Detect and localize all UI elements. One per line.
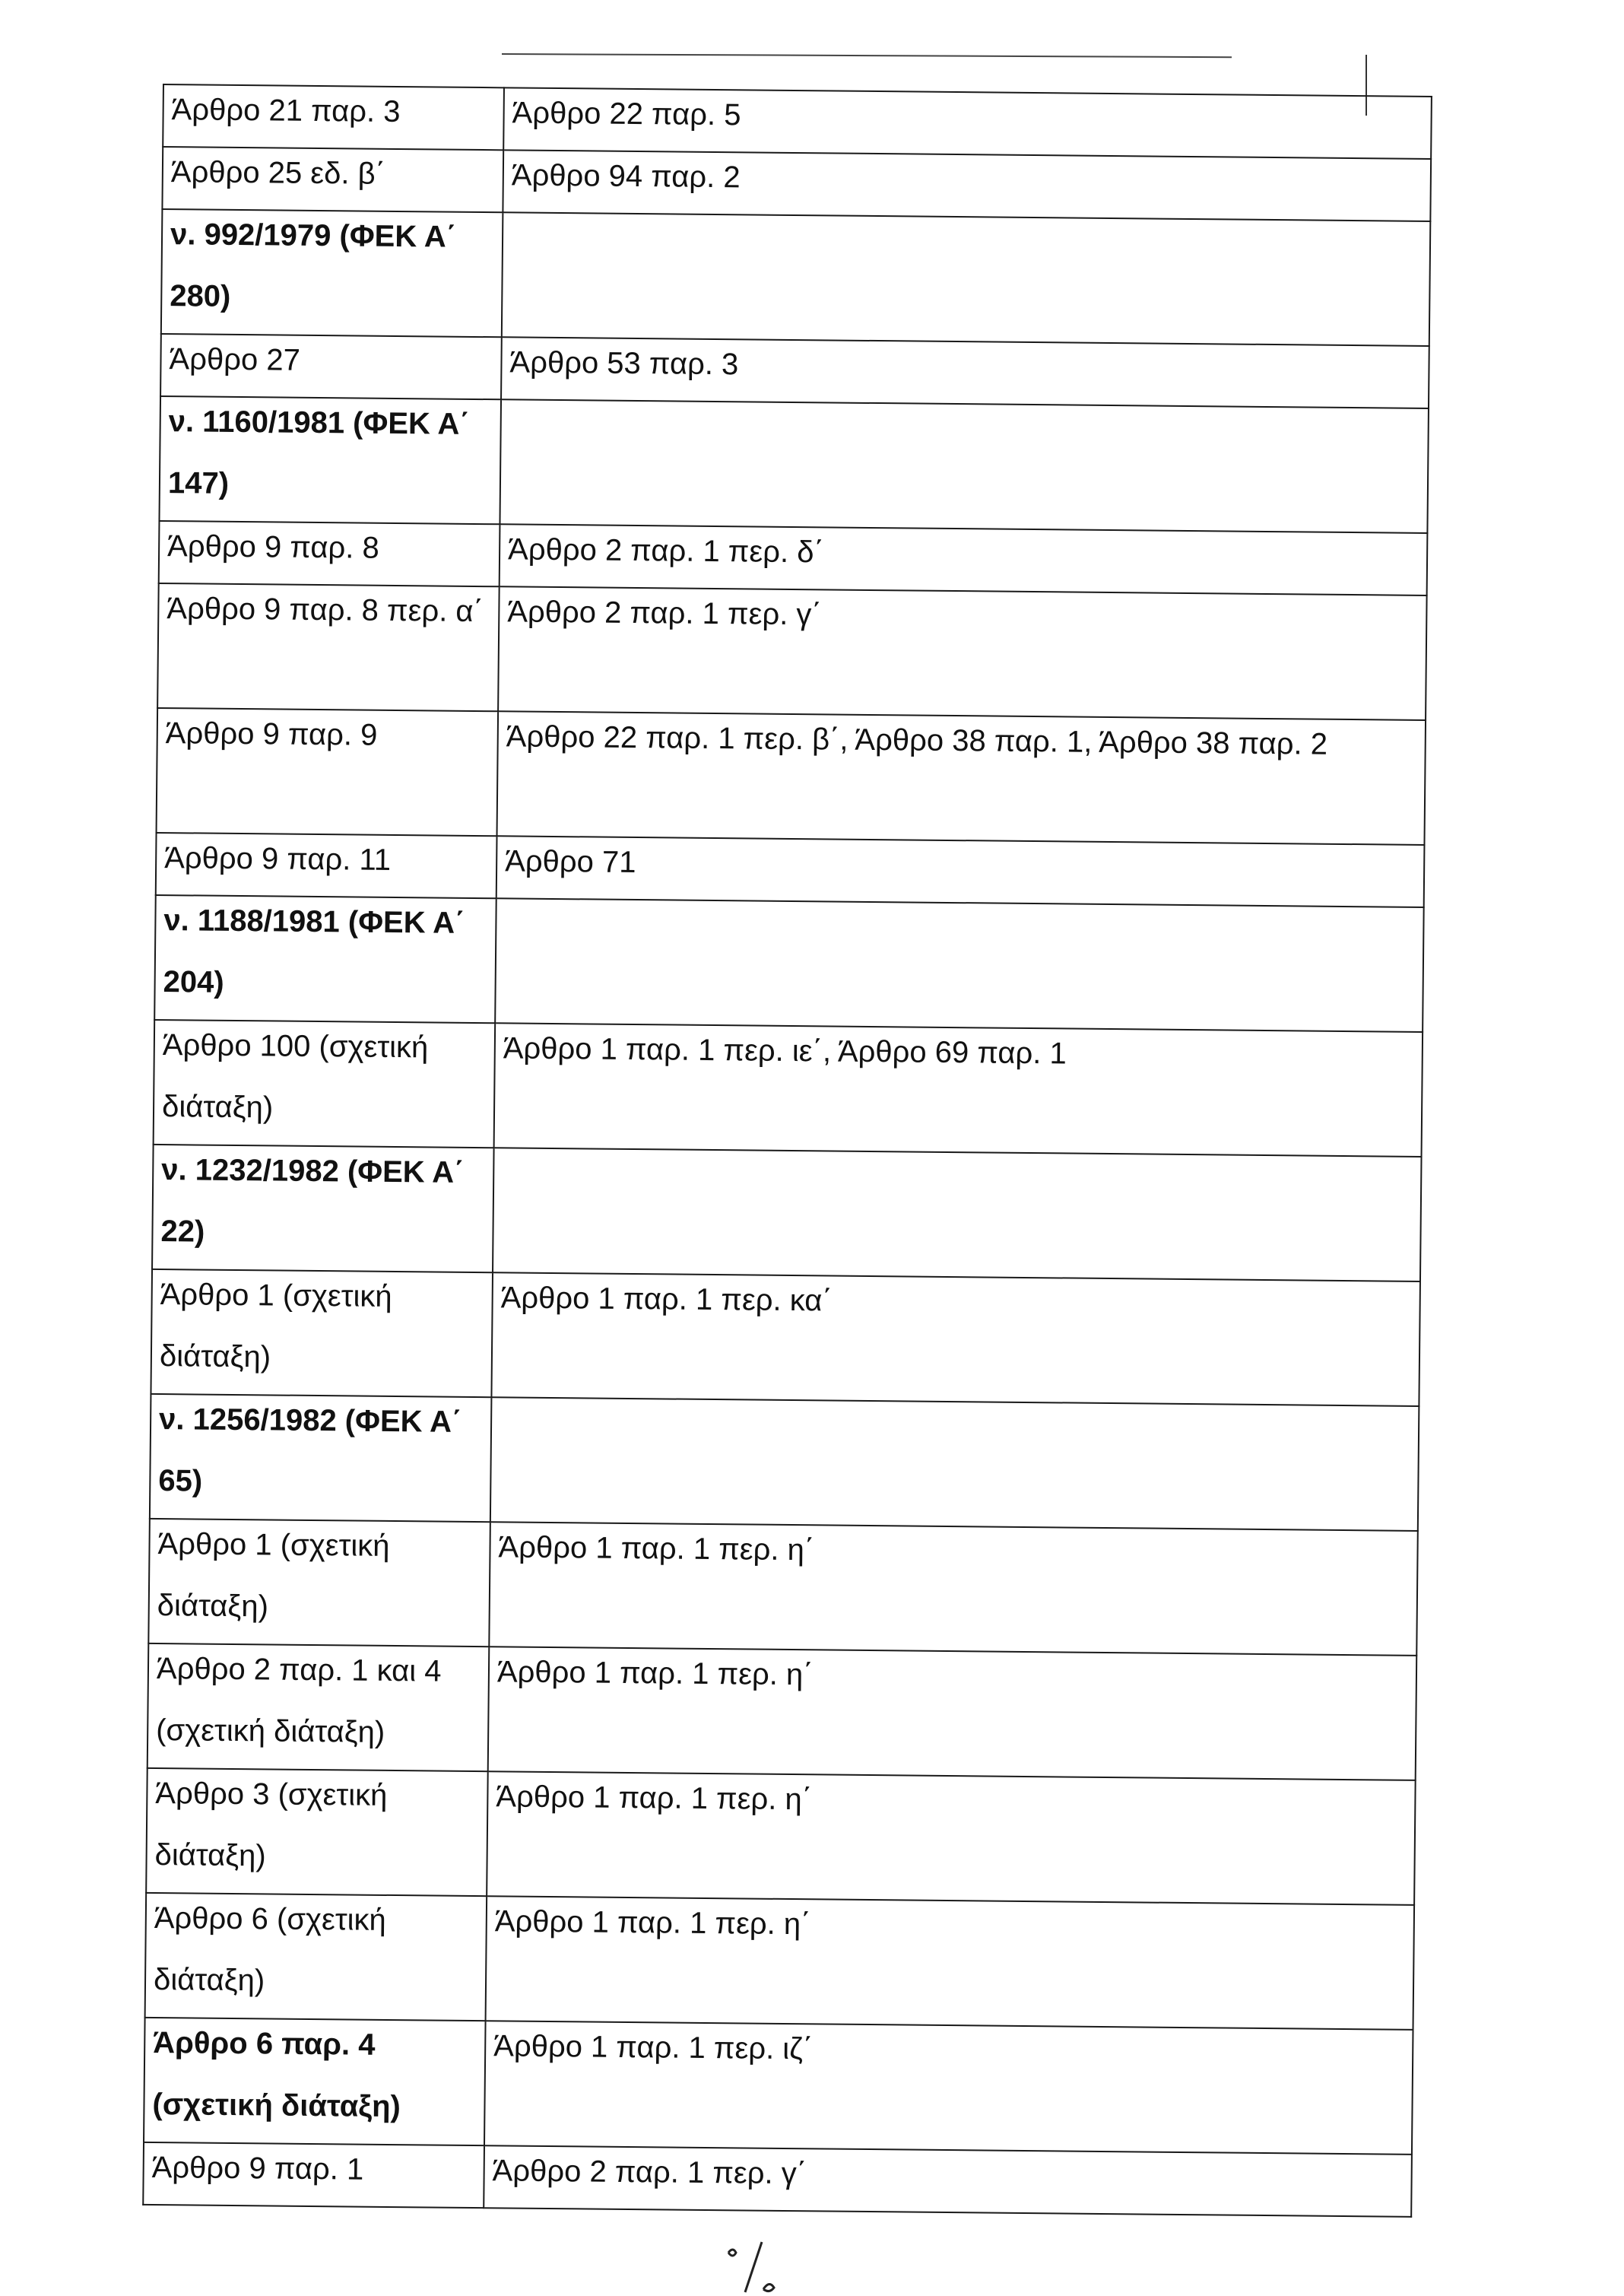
empty-cell (495, 898, 1424, 1032)
new-provision-text: Άρθρο 71 (504, 844, 636, 880)
old-provision-text: Άρθρο 21 παρ. 3 (171, 93, 401, 129)
table-row (148, 1519, 1417, 1656)
empty-cell (500, 399, 1429, 533)
old-provision-cell (159, 521, 500, 586)
new-provision-text: Άρθρο 1 παρ. 1 περ. η΄ (496, 1655, 814, 1692)
new-provision-text: Άρθρο 53 παρ. 3 (509, 345, 739, 382)
old-provision-cell (157, 708, 499, 836)
new-provision-text: Άρθρο 1 παρ. 1 περ. η΄ (496, 1780, 813, 1817)
law-heading-cell (161, 209, 503, 337)
new-provision-cell (496, 836, 1425, 907)
old-provision-cell (154, 1020, 496, 1148)
empty-cell (493, 1148, 1422, 1281)
new-provision-text: Άρθρο 1 παρ. 1 περ. κα΄ (500, 1281, 833, 1318)
new-provision-text: Άρθρο 2 παρ. 1 περ. γ΄ (507, 595, 822, 632)
table-row (147, 1643, 1416, 1780)
new-provision-cell (484, 2021, 1413, 2155)
law-heading-cell (154, 895, 496, 1023)
correspondence-table-wrapper (142, 84, 1431, 2218)
table-row (154, 1020, 1423, 1157)
law-heading-text: ν. 1232/1982 (ΦΕΚ Α΄ 22) (160, 1153, 465, 1249)
top-rule-line (502, 53, 1232, 58)
old-provision-text: Άρθρο 9 παρ. 8 (167, 529, 379, 565)
law-heading-text: ν. 1188/1981 (ΦΕΚ Α΄ 204) (163, 903, 465, 999)
new-provision-text: Άρθρο 1 παρ. 1 περ. η΄ (498, 1530, 815, 1567)
law-heading-cell (152, 1145, 494, 1272)
old-provision-text: Άρθρο 9 παρ. 9 (165, 716, 378, 752)
law-heading-row (150, 1394, 1419, 1531)
old-provision-cell (147, 1643, 490, 1771)
old-provision-cell (145, 1893, 487, 2021)
old-provision-text: Άρθρο 9 παρ. 11 (164, 841, 392, 877)
table-row (146, 1768, 1415, 1905)
table-row (151, 1269, 1419, 1406)
old-provision-cell (157, 583, 500, 711)
old-provision-text: Άρθρο 2 παρ. 1 και 4 (σχετική διάταξη) (156, 1652, 442, 1749)
old-provision-cell (151, 1269, 493, 1397)
old-provision-cell (144, 2018, 486, 2145)
new-provision-text: Άρθρο 94 παρ. 2 (511, 158, 741, 195)
initials-signature-icon (715, 2236, 806, 2296)
old-provision-text: Άρθρο 3 (σχετική διάταξη) (154, 1777, 388, 1873)
new-provision-text: Άρθρο 1 παρ. 1 περ. η΄ (494, 1904, 811, 1942)
table-row (145, 1893, 1414, 2030)
old-provision-text: Άρθρο 25 εδ. β΄ (170, 155, 386, 191)
law-heading-text: ν. 1160/1981 (ΦΕΚ Α΄ 147) (167, 405, 470, 500)
old-provision-text: Άρθρο 100 (σχετική διάταξη) (161, 1028, 429, 1125)
old-provision-text: Άρθρο 1 (σχετική διάταξη) (159, 1278, 392, 1374)
law-heading-cell (159, 396, 501, 524)
old-provision-cell (160, 334, 502, 399)
new-provision-text: Άρθρο 22 παρ. 5 (512, 96, 741, 132)
old-provision-text: Άρθρο 6 παρ. 4 (σχετική διάταξη) (152, 2025, 401, 2124)
old-provision-cell (162, 147, 503, 212)
law-heading-row (154, 895, 1423, 1032)
new-provision-text: Άρθρο 1 παρ. 1 περ. ιζ΄ (493, 2029, 814, 2066)
new-provision-cell (489, 1522, 1418, 1656)
law-heading-text: ν. 992/1979 (ΦΕΚ Α΄ 280) (170, 218, 457, 313)
new-provision-cell (498, 586, 1427, 720)
law-heading-row (152, 1145, 1421, 1281)
old-provision-text: Άρθρο 1 (σχετική διάταξη) (157, 1527, 390, 1624)
old-provision-cell (156, 833, 497, 898)
empty-cell (502, 212, 1431, 346)
correspondence-table (142, 84, 1432, 2218)
old-provision-cell (143, 2142, 484, 2208)
law-heading-text: ν. 1256/1982 (ΦΕΚ Α΄ 65) (158, 1402, 462, 1498)
old-provision-text: Άρθρο 27 (169, 342, 301, 377)
old-provision-text: Άρθρο 6 (σχετική διάταξη) (153, 1901, 386, 1998)
old-provision-cell (163, 84, 504, 150)
law-heading-row (161, 209, 1430, 346)
new-provision-text: Άρθρο 1 παρ. 1 περ. ιε΄, Άρθρο 69 παρ. 1 (503, 1031, 1067, 1071)
old-provision-text: Άρθρο 9 παρ. 1 (151, 2150, 364, 2186)
table-row (157, 708, 1426, 845)
new-provision-cell (494, 1023, 1423, 1157)
new-provision-text: Άρθρο 22 παρ. 1 περ. β΄, Άρθρο 38 παρ. 1, Άρθρο 38 παρ. 2 (506, 719, 1328, 761)
new-provision-text: Άρθρο 2 παρ. 1 περ. δ΄ (507, 532, 825, 570)
new-provision-cell (484, 2145, 1412, 2217)
new-provision-cell (491, 1272, 1420, 1406)
new-provision-cell (488, 1647, 1417, 1780)
law-heading-row (159, 396, 1428, 533)
new-provision-cell (497, 711, 1426, 845)
empty-cell (490, 1397, 1419, 1531)
new-provision-cell (501, 337, 1429, 408)
table-row (143, 2142, 1412, 2217)
table-row (157, 583, 1426, 720)
old-provision-text: Άρθρο 9 παρ. 8 περ. α΄ (167, 592, 484, 629)
new-provision-cell (487, 1771, 1416, 1905)
new-provision-cell (503, 150, 1431, 221)
old-provision-cell (146, 1768, 488, 1896)
table-row (144, 2018, 1413, 2155)
old-provision-cell (148, 1519, 490, 1647)
new-provision-text: Άρθρο 2 παρ. 1 περ. γ΄ (492, 2154, 807, 2191)
new-provision-cell (486, 1896, 1415, 2030)
law-heading-cell (150, 1394, 492, 1522)
